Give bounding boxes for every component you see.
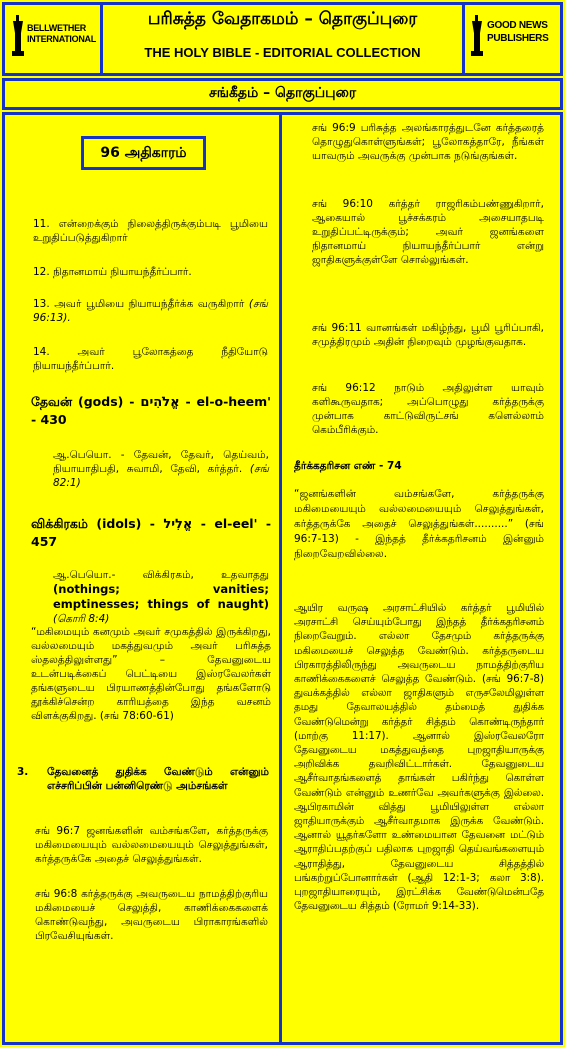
left-column bbox=[2, 112, 282, 1045]
psalm-96-12: சங் 96:12 நாடும் அதிலுள்ள யாவும் களிகூருவதாக; அப்பொழுது கர்த்தருக்கு முன்பாக காட்டுவிருட்சங் களெல்லாம் கெம்பீரிக்கும். bbox=[312, 382, 544, 436]
logo-left-text: BELLWETHER INTERNATIONAL bbox=[27, 23, 96, 44]
verse-summary-12: 12. நிதானமாய் நியாயந்தீர்ப்பார். bbox=[33, 266, 192, 278]
verse-summary-13-ref: (சங் 96:13). bbox=[33, 298, 268, 324]
psalm-96-10: சங் 96:10 கர்த்தர் ராஜரிகம்பண்ணுகிறார், ஆகையால் பூச்சக்கரம் அசையாதபடி உறுதிப்பட்டிருக்கும்; அவர் ஜனங்களை நிதானமாய் நியாயந்தீர்ப்பார் என்று ஜாதிகளுக்குள்ளே சொல்லுங்கள். bbox=[312, 198, 544, 266]
gods-definition bbox=[53, 448, 269, 490]
title-english: THE HOLY BIBLE - EDITORIAL COLLECTION bbox=[144, 45, 421, 60]
ark-quote-paragraph: “மகிமையும் கனமும் அவர் சமுகத்தில் இருக்கிறது, வல்லமையும் மகத்துவமும் அவர் பரிசுத்த ஸ்தலத்திலுள்ளது” – தேவனுடைய உடன்படிக்கைப் பெட்டியை இஸ்ரவேலர்கள் தங்களுடைய பிரயாணத்தின்போது தங்களோடு தூக்கிச்சென்ற காரியத்தை இந்த வசனம் விளக்குகிறது. (சங் 78:60-61) bbox=[31, 626, 271, 722]
gods-label: தேவன் (gods) - bbox=[31, 394, 141, 409]
logo-right-text: GOOD NEWS PUBLISHERS bbox=[487, 20, 549, 44]
idols-definition-text: ஆ.பெயொ.- விக்கிரகம், உதவாதது bbox=[53, 569, 269, 581]
verse-summary-13-text: 13. அவர் பூமியை நியாயந்தீர்க்க வருகிறார் bbox=[33, 298, 245, 310]
psalm-96-7: சங் 96:7 ஜனங்களின் வம்சங்களே, கர்த்தருக்கு மகிமையையும் வல்லமையையும் செலுத்துங்கள், கர்த்தருக்கே அதைச் செலுத்துங்கள். bbox=[35, 825, 268, 865]
prophecy-paragraph-2: ஆயிர வருஷ அரசாட்சியில் கர்த்தர் பூமியில் அரசாட்சி செய்யும்போது இந்தத் தீர்க்கதரிசனம் நிறைவேறும். எல்லா தேசமும் கர்த்தருக்கு மகிமையைச் செலுத்த வேண்டும். கர்த்தருடைய பிரகாரத்திலிருந்து அவருடைய நாமத்திற்குரிய காணிக்கைகளைச் செலுத்த வேண்டும். (சங் 96:7-8) துவக்கத்தில் எல்லா ஜாதிகளும் எருசலேமிலுள்ள தமது தேவாலயத்தில் தம்மைத் துதிக்க வேண்டுமென்று கர்த்தர் சித்தம் கொண்டிருந்தார் (மாற்கு 11:17). ஆனால் இஸ்ரவேலரோ தேவனுடைய மகத்துவத்தை புறஜாதியாருக்கு அறிவிக்க தவறிவிட்டார்கள். தேவனுடைய ஆசீர்வாதங்களைத் தாங்கள் பகிர்ந்து கொள்ள வேண்டும் என்னும் உணர்வே அவர்களுக்கு இல்லை. ஆபிரகாமின் வித்து பூமியிலுள்ள எல்லா ஜாதியாருக்கும் ஆசீர்வாதமாக இருக்க வேண்டும். ஆனால் யூதர்களோ உண்மையான தேவனை மட்டும் ஆராதிப்பதற்குப் பதிலாக புறஜாதி தெய்வங்களையும் ஆராதித்து, தேவனுடைய சித்தத்தில் பங்கற்றுப்போனார்கள் (ஆதி 12:1-3; கலா 3:8). புறஜாதியாரையும், இரட்சிக்க வேண்டுமென்பதே தேவனுடைய சித்தம் (ரோமர் 9:14-33). bbox=[294, 602, 544, 913]
idols-transliteration: - el-eel' - 457 bbox=[31, 516, 272, 549]
prophecy-heading: தீர்க்கதரிசன எண் - 74 bbox=[294, 460, 402, 472]
publisher-logo-left bbox=[5, 5, 103, 73]
verse-summary-11: 11. என்றைக்கும் நிலைத்திருக்கும்படி பூமியை உறுதிப்படுத்துகிறார் bbox=[33, 218, 268, 244]
section-3-number: 3. bbox=[17, 766, 29, 778]
header-banner bbox=[2, 2, 563, 76]
idols-hebrew: אֱלִיל bbox=[163, 517, 193, 532]
gods-definition-text: ஆ.பெயொ. - தேவன், தேவர், தெய்வம், நியாயாதிபதி, சுவாமி, தேவி, கர்த்தர். bbox=[53, 449, 269, 475]
psalm-96-11: சங் 96:11 வானங்கள் மகிழ்ந்து, பூமி பூரிப்பாகி, சமுத்திரமும் அதின் நிறைவும் முழங்குவதாக. bbox=[312, 322, 544, 348]
idols-label: விக்கிரகம் (idols) - bbox=[31, 516, 164, 531]
right-column bbox=[282, 112, 563, 1045]
prophecy-paragraph-1: “ஜனங்களின் வம்சங்களே, கர்த்தருக்கு மகிமையையும் வல்லமையையும் செலுத்துங்கள், கர்த்தருக்கே அதைச் செலுத்துங்கள்..........” (சங் 96:7-13) - இந்தத் தீர்க்கதரிசனம் இன்னும் நிறைவேறவில்லை. bbox=[294, 488, 544, 560]
word-study-idols bbox=[31, 515, 271, 550]
bellwether-logo-icon bbox=[10, 15, 26, 57]
publisher-logo-right bbox=[462, 5, 560, 73]
title-tamil: பரிசுத்த வேதாகமம் – தொகுப்புரை bbox=[147, 9, 418, 29]
gods-ref: (சங் 82:1) bbox=[53, 463, 269, 489]
section-3-title: தேவனைத் துதிக்க வேண்டும் என்னும் எச்சரிப்பின் பன்னிரெண்டு அம்சங்கள் bbox=[47, 766, 269, 792]
idols-ref: (கொரி 8:4) bbox=[53, 613, 110, 625]
idols-definition bbox=[53, 568, 269, 626]
word-study-gods bbox=[31, 393, 271, 428]
gods-transliteration: - el-o-heem' - 430 bbox=[31, 394, 271, 427]
chapter-heading: 96 அதிகாரம் bbox=[81, 136, 206, 170]
verse-summary-14: 14. அவர் பூலோகத்தை நீதியோடு நியாயந்தீர்ப்பார். bbox=[33, 346, 268, 372]
verse-summary-13 bbox=[33, 297, 268, 325]
section-subtitle: சங்கீதம் – தொகுப்புரை bbox=[2, 78, 563, 110]
good-news-logo-icon bbox=[469, 15, 485, 57]
idols-english: (nothings; vanities; emptinesses; things of naught) bbox=[53, 582, 269, 611]
psalm-96-8: சங் 96:8 கர்த்தருக்கு அவருடைய நாமத்திற்குரிய மகிமையைச் செலுத்தி, காணிக்கைகளைக் கொண்டுவந்து, அவருடைய பிராகாரங்களில் பிரவேசியுங்கள். bbox=[35, 888, 268, 942]
psalm-96-9: சங் 96:9 பரிசுத்த அலங்காரத்துடனே கர்த்தரைத் தொழுதுகொள்ளுங்கள்; பூலோகத்தாரே, நீங்கள் யாவரும் அவருக்கு முன்பாக நடுங்குங்கள். bbox=[312, 122, 544, 162]
gods-hebrew: אֱלֹהִים bbox=[140, 395, 180, 410]
